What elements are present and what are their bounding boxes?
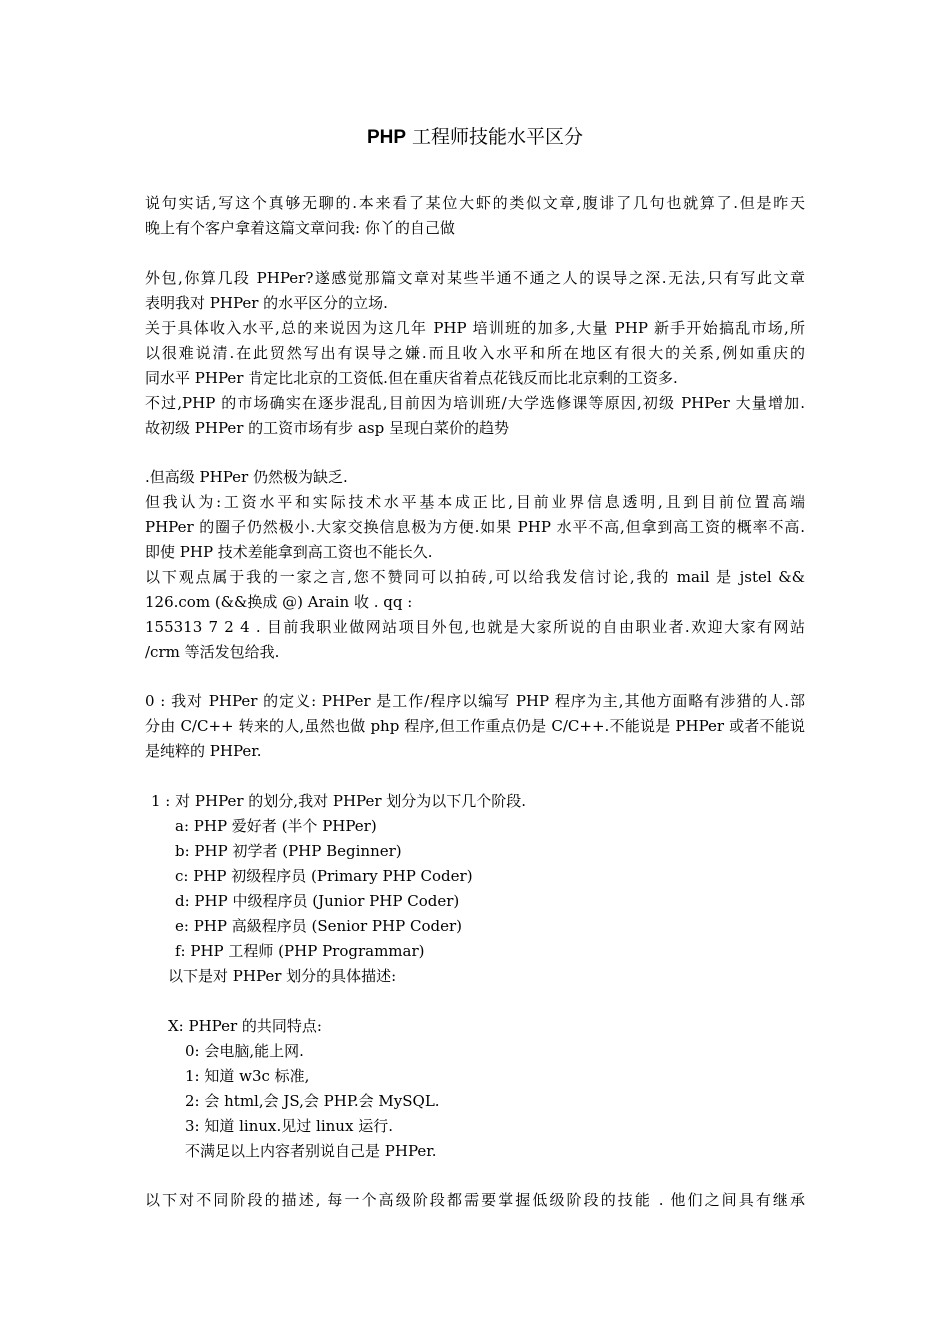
list-item: 1: 知道 w3c 标准, bbox=[185, 1067, 310, 1085]
paragraph-line: 外包,你算几段 PHPer?遂感觉那篇文章对某些半通不通之人的误导之深.无法,只有写此文章 bbox=[145, 269, 805, 287]
paragraph-line: /crm 等活发包给我. bbox=[145, 643, 280, 661]
paragraph-line: 以下观点属于我的一家之言,您不赞同可以拍砖,可以给我发信讨论,我的 mail 是 jstel && bbox=[145, 568, 805, 586]
paragraph-line: 以很难说清.在此贸然写出有误导之嫌.而且收入水平和所在地区有很大的关系,例如重庆的 bbox=[145, 344, 805, 362]
title-bold-part: PHP bbox=[366, 127, 407, 148]
list-item: e: PHP 高級程序员 (Senior PHP Coder) bbox=[175, 917, 462, 935]
list-item: 3: 知道 linux.见过 linux 运行. bbox=[185, 1117, 393, 1135]
list-item: d: PHP 中级程序员 (Junior PHP Coder) bbox=[175, 892, 460, 910]
paragraph-line: 以下对不同阶段的描述, 每一个高级阶段都需要掌握低级阶段的技能 . 他们之间具有继承 bbox=[145, 1191, 805, 1209]
paragraph-line: 表明我对 PHPer 的水平区分的立场. bbox=[145, 294, 388, 312]
list-item: 2: 会 html,会 JS,会 PHP.会 MySQL. bbox=[185, 1092, 440, 1110]
paragraph-line: 不过,PHP 的市场确实在逐步混乱,目前因为培训班/大学选修课等原因,初级 PHPer 大量增加. bbox=[145, 394, 805, 412]
paragraph-line: 但我认为:工资水平和实际技术水平基本成正比,目前业界信息透明,且到目前位置高端 bbox=[145, 493, 805, 511]
list-item: a: PHP 爱好者 (半个 PHPer) bbox=[175, 817, 377, 835]
paragraph-line: 155313 7 2 4 . 目前我职业做网站项目外包,也就是大家所说的自由职业者.欢迎大家有网站 bbox=[145, 618, 805, 636]
list-item: f: PHP 工程师 (PHP Programmar) bbox=[175, 942, 425, 960]
paragraph-line: 是纯粹的 PHPer. bbox=[145, 742, 262, 760]
document-title bbox=[0, 124, 950, 151]
section-heading: X: PHPer 的共同特点: bbox=[168, 1017, 322, 1035]
paragraph-line: 说句实话,写这个真够无聊的.本来看了某位大虾的类似文章,腹诽了几句也就算了.但是昨天 bbox=[145, 194, 805, 212]
paragraph-line: 分由 C/C++ 转来的人,虽然也做 php 程序,但工作重点仍是 C/C++.不能说是 PHPer 或者不能说 bbox=[145, 717, 805, 735]
paragraph-line: 关于具体收入水平,总的来说因为这几年 PHP 培训班的加多,大量 PHP 新手开始搞乱市场,所 bbox=[145, 319, 805, 337]
paragraph-line: 晚上有个客户拿着这篇文章问我: 你丫的自己做 bbox=[145, 219, 455, 237]
list-item: b: PHP 初学者 (PHP Beginner) bbox=[175, 842, 402, 860]
paragraph-line: 即使 PHP 技术差能拿到高工资也不能长久. bbox=[145, 543, 433, 561]
title-text-part: 工程师技能水平区分 bbox=[406, 126, 584, 148]
section-heading: 1 : 对 PHPer 的划分,我对 PHPer 划分为以下几个阶段. bbox=[151, 792, 527, 810]
list-item: 0: 会电脑,能上网. bbox=[185, 1042, 304, 1060]
paragraph-line: 同水平 PHPer 肯定比北京的工资低.但在重庆省着点花钱反而比北京剩的工资多. bbox=[145, 369, 678, 387]
paragraph-line: PHPer 的圈子仍然极小.大家交换信息极为方便.如果 PHP 水平不高,但拿到高工资的概率不高. bbox=[145, 518, 805, 536]
paragraph-line: .但高级 PHPer 仍然极为缺乏. bbox=[145, 468, 348, 486]
paragraph-line: 故初级 PHPer 的工资市场有步 asp 呈现白菜价的趋势 bbox=[145, 419, 509, 437]
list-item: c: PHP 初级程序员 (Primary PHP Coder) bbox=[175, 867, 473, 885]
paragraph-line: 不满足以上内容者别说自己是 PHPer. bbox=[185, 1142, 437, 1160]
paragraph-line: 以下是对 PHPer 划分的具体描述: bbox=[168, 967, 397, 985]
paragraph-line: 0 : 我对 PHPer 的定义: PHPer 是工作/程序以编写 PHP 程序为主,其他方面略有涉猎的人.部 bbox=[145, 692, 805, 710]
paragraph-line: 126.com (&&换成 @) Arain 收 . qq : bbox=[145, 593, 413, 611]
